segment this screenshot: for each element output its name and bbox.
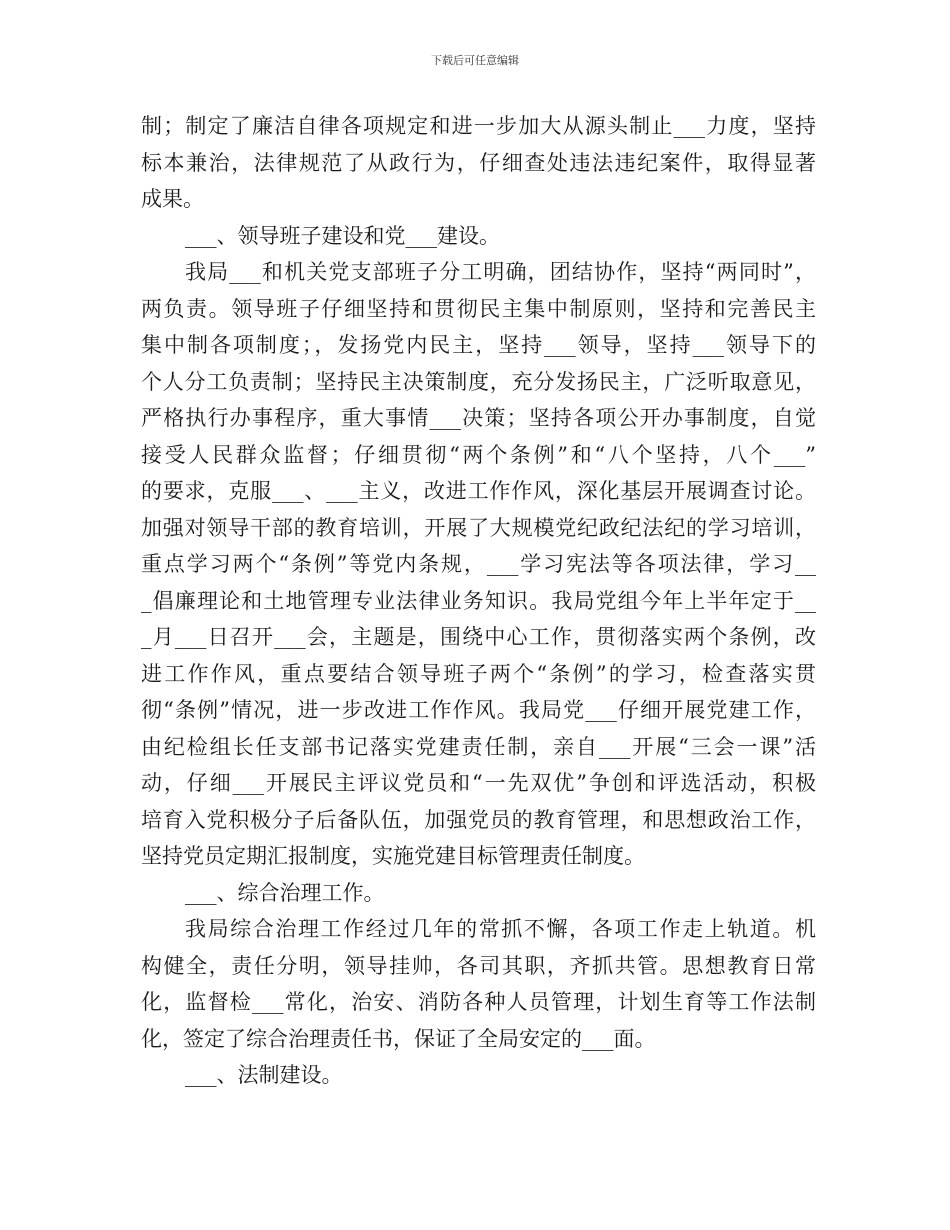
text-line: ___、法制建设。 (185, 1063, 343, 1087)
text-line: 化，监督检___常化，治安、消防各种人员管理，计划生育等工作法制 (141, 990, 816, 1014)
text-line: 进工作作风，重点要结合领导班子两个“条例”的学习，检查落实贯 (141, 661, 816, 686)
text-line: 接受人民群众监督；仔细贯彻“两个条例”和“八个坚持，八个___” (141, 442, 816, 467)
text-line: 制；制定了廉洁自律各项规定和进一步加大从源头制止___力度，坚持 (141, 114, 816, 138)
text-line: 我局___和机关党支部班子分工明确，团结协作，坚持“两同时”， (185, 260, 816, 284)
text-line: 标本兼治，法律规范了从政行为，仔细查处违法违纪案件，取得显著 (141, 150, 816, 175)
text-line: 成果。 (141, 187, 204, 211)
page-header: 下载后可任意编辑 (431, 54, 519, 67)
text-line: 由纪检组长任支部书记落实党建责任制，亲自___开展“三会一课”活 (141, 734, 816, 759)
text-line: _倡廉理论和土地管理专业法律业务知识。我局党组今年上半年定于__ (141, 588, 816, 613)
text-line: ___、领导班子建设和党___建设。 (185, 223, 500, 248)
text-line: 集中制各项制度；，发扬党内民主，坚持___领导，坚持___领导下的 (141, 333, 816, 357)
document-body (141, 108, 816, 1094)
text-line: 构健全，责任分明，领导挂帅，各司其职，齐抓共管。思想教育日常 (141, 953, 816, 978)
text-line: 化，签定了综合治理责任书，保证了全局安定的___面。 (141, 1026, 656, 1051)
text-line: 我局综合治理工作经过几年的常抓不懈，各项工作走上轨道。机 (185, 917, 816, 941)
text-line: _月___日召开___会，主题是，围绕中心工作，贯彻落实两个条例，改 (141, 625, 816, 649)
text-line: 重点学习两个“条例”等党内条规，___学习宪法等各项法律，学习__ (141, 552, 816, 576)
text-line: 培育入党积极分子后备队伍，加强党员的教育管理，和思想政治工作， (141, 807, 816, 832)
text-line: 两负责。领导班子仔细坚持和贯彻民主集中制原则，坚持和完善民主 (141, 296, 816, 321)
text-line: 加强对领导干部的教育培训，开展了大规模党纪政纪法纪的学习培训， (141, 515, 816, 540)
text-line: 坚持党员定期汇报制度，实施党建目标管理责任制度。 (141, 844, 645, 868)
text-line: 严格执行办事程序，重大事情___决策；坚持各项公开办事制度，自觉 (141, 406, 816, 430)
text-line: 动，仔细___开展民主评议党员和“一先双优”争创和评选活动，积极 (141, 771, 816, 795)
text-line: 的要求，克服___、___主义，改进工作作风，深化基层开展调查讨论。 (141, 479, 816, 503)
text-line: ___、综合治理工作。 (185, 880, 385, 905)
text-line: 彻“条例”情况，进一步改进工作作风。我局党___仔细开展党建工作， (141, 698, 816, 722)
text-line: 个人分工负责制；坚持民主决策制度，充分发扬民主，广泛听取意见， (141, 369, 816, 394)
